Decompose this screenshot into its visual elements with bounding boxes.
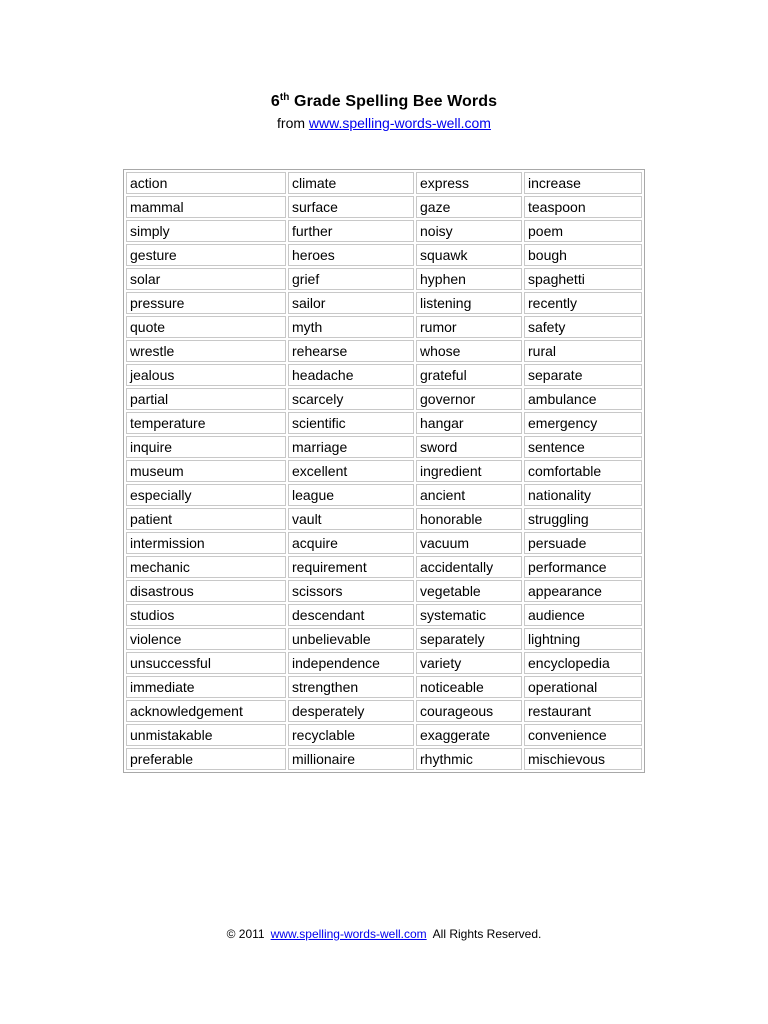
word-cell: squawk	[416, 244, 522, 266]
word-cell: hangar	[416, 412, 522, 434]
word-cell: convenience	[524, 724, 642, 746]
spelling-words-table	[123, 169, 645, 773]
word-cell: unsuccessful	[126, 652, 286, 674]
word-cell: excellent	[288, 460, 414, 482]
table-row	[126, 652, 642, 674]
word-cell: temperature	[126, 412, 286, 434]
footer-website-link[interactable]: www.spelling-words-well.com	[270, 927, 427, 941]
table-row	[126, 292, 642, 314]
word-cell: express	[416, 172, 522, 194]
word-cell: gaze	[416, 196, 522, 218]
word-cell: preferable	[126, 748, 286, 770]
title-grade-number: 6	[270, 93, 280, 110]
word-cell: noisy	[416, 220, 522, 242]
page-footer	[0, 926, 768, 942]
word-cell: patient	[126, 508, 286, 530]
word-cell: comfortable	[524, 460, 642, 482]
table-row	[126, 388, 642, 410]
table-row	[126, 316, 642, 338]
table-row	[126, 268, 642, 290]
word-cell: recyclable	[288, 724, 414, 746]
table-row	[126, 196, 642, 218]
word-cell: struggling	[524, 508, 642, 530]
word-cell: surface	[288, 196, 414, 218]
word-cell: variety	[416, 652, 522, 674]
word-cell: honorable	[416, 508, 522, 530]
table-row	[126, 700, 642, 722]
word-cell: persuade	[524, 532, 642, 554]
word-cell: desperately	[288, 700, 414, 722]
word-cell: whose	[416, 340, 522, 362]
word-cell: headache	[288, 364, 414, 386]
word-cell: acquire	[288, 532, 414, 554]
table-row	[126, 364, 642, 386]
word-cell: museum	[126, 460, 286, 482]
word-cell: systematic	[416, 604, 522, 626]
word-cell: unbelievable	[288, 628, 414, 650]
table-row	[126, 340, 642, 362]
title-text: Grade Spelling Bee Words	[289, 93, 498, 110]
word-cell: safety	[524, 316, 642, 338]
word-cell: poem	[524, 220, 642, 242]
table-row	[126, 628, 642, 650]
word-cell: sentence	[524, 436, 642, 458]
word-cell: descendant	[288, 604, 414, 626]
table-row	[126, 532, 642, 554]
table-row	[126, 508, 642, 530]
word-cell: performance	[524, 556, 642, 578]
word-cell: grief	[288, 268, 414, 290]
table-row	[126, 724, 642, 746]
word-cell: encyclopedia	[524, 652, 642, 674]
word-cell: disastrous	[126, 580, 286, 602]
table-row	[126, 556, 642, 578]
word-cell: listening	[416, 292, 522, 314]
word-cell: recently	[524, 292, 642, 314]
word-cell: ancient	[416, 484, 522, 506]
word-cell: acknowledgement	[126, 700, 286, 722]
word-cell: spaghetti	[524, 268, 642, 290]
word-cell: strengthen	[288, 676, 414, 698]
word-cell: action	[126, 172, 286, 194]
word-cell: studios	[126, 604, 286, 626]
table-row	[126, 172, 642, 194]
word-cell: marriage	[288, 436, 414, 458]
word-cell: mechanic	[126, 556, 286, 578]
word-cell: exaggerate	[416, 724, 522, 746]
word-cell: rumor	[416, 316, 522, 338]
word-cell: vault	[288, 508, 414, 530]
word-cell: further	[288, 220, 414, 242]
table-row	[126, 604, 642, 626]
word-cell: requirement	[288, 556, 414, 578]
page-title	[0, 92, 768, 112]
word-cell: wrestle	[126, 340, 286, 362]
word-cell: governor	[416, 388, 522, 410]
word-cell: solar	[126, 268, 286, 290]
table-row	[126, 460, 642, 482]
footer-copyright: © 2011	[226, 927, 265, 941]
word-cell: millionaire	[288, 748, 414, 770]
word-cell: immediate	[126, 676, 286, 698]
source-website-link[interactable]: www.spelling-words-well.com	[308, 115, 491, 131]
document-header	[0, 92, 768, 132]
word-cell: climate	[288, 172, 414, 194]
word-cell: myth	[288, 316, 414, 338]
word-cell: lightning	[524, 628, 642, 650]
spelling-words-table-body	[126, 172, 642, 770]
word-cell: scientific	[288, 412, 414, 434]
word-cell: operational	[524, 676, 642, 698]
word-cell: hyphen	[416, 268, 522, 290]
table-row	[126, 748, 642, 770]
word-cell: restaurant	[524, 700, 642, 722]
word-cell: noticeable	[416, 676, 522, 698]
word-cell: sword	[416, 436, 522, 458]
word-cell: violence	[126, 628, 286, 650]
title-ordinal-suffix: th	[279, 92, 290, 103]
word-cell: simply	[126, 220, 286, 242]
footer-rights: All Rights Reserved.	[432, 927, 542, 941]
word-cell: league	[288, 484, 414, 506]
word-cell: scarcely	[288, 388, 414, 410]
word-cell: intermission	[126, 532, 286, 554]
word-cell: ingredient	[416, 460, 522, 482]
table-row	[126, 484, 642, 506]
word-cell: mammal	[126, 196, 286, 218]
word-cell: rhythmic	[416, 748, 522, 770]
word-cell: nationality	[524, 484, 642, 506]
word-cell: rural	[524, 340, 642, 362]
table-row	[126, 412, 642, 434]
word-cell: quote	[126, 316, 286, 338]
word-cell: unmistakable	[126, 724, 286, 746]
word-cell: rehearse	[288, 340, 414, 362]
subtitle-prefix: from	[277, 115, 309, 131]
word-cell: separate	[524, 364, 642, 386]
word-cell: audience	[524, 604, 642, 626]
page-subtitle	[0, 114, 768, 132]
word-cell: grateful	[416, 364, 522, 386]
word-cell: especially	[126, 484, 286, 506]
word-cell: independence	[288, 652, 414, 674]
word-cell: ambulance	[524, 388, 642, 410]
word-cell: courageous	[416, 700, 522, 722]
word-cell: heroes	[288, 244, 414, 266]
word-cell: increase	[524, 172, 642, 194]
table-row	[126, 244, 642, 266]
table-row	[126, 676, 642, 698]
word-cell: teaspoon	[524, 196, 642, 218]
word-cell: vegetable	[416, 580, 522, 602]
table-row	[126, 436, 642, 458]
word-cell: emergency	[524, 412, 642, 434]
word-cell: pressure	[126, 292, 286, 314]
word-cell: appearance	[524, 580, 642, 602]
word-cell: inquire	[126, 436, 286, 458]
table-row	[126, 580, 642, 602]
word-cell: mischievous	[524, 748, 642, 770]
table-row	[126, 220, 642, 242]
word-cell: accidentally	[416, 556, 522, 578]
word-cell: bough	[524, 244, 642, 266]
spelling-words-table-container	[123, 169, 643, 773]
word-cell: jealous	[126, 364, 286, 386]
word-cell: gesture	[126, 244, 286, 266]
word-cell: sailor	[288, 292, 414, 314]
word-cell: separately	[416, 628, 522, 650]
word-cell: partial	[126, 388, 286, 410]
word-cell: vacuum	[416, 532, 522, 554]
word-cell: scissors	[288, 580, 414, 602]
